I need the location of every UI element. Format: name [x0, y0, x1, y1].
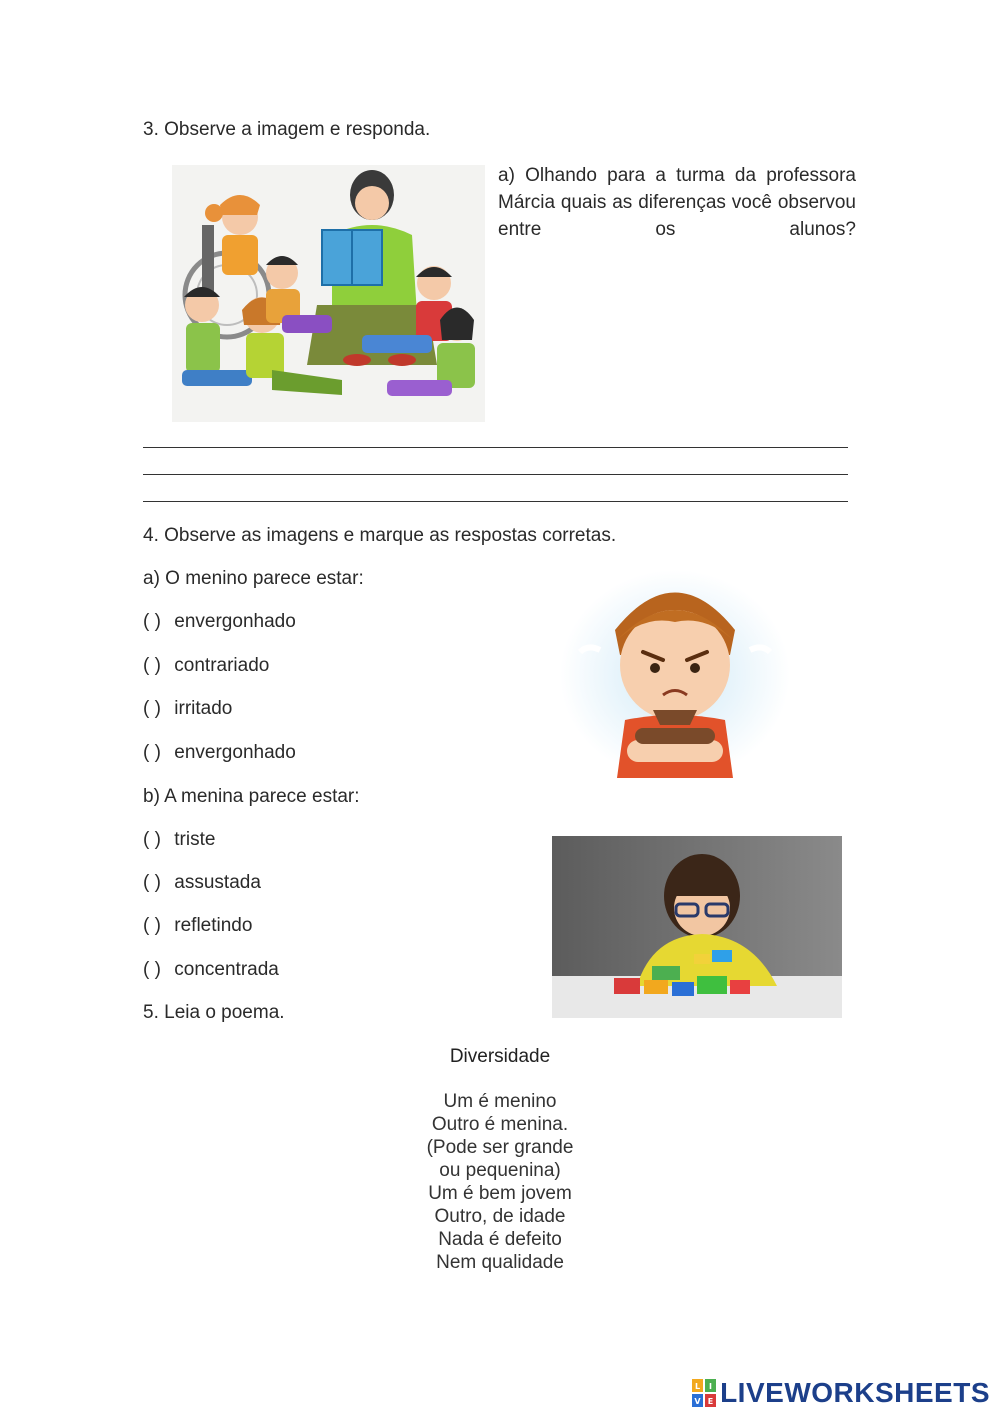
question-3a-text: a) Olhando para a turma da professora Márcia quais as diferenças você observou entre os alunos? [498, 165, 856, 240]
option-label: concentrada [174, 959, 279, 980]
option-label: envergonhado [174, 611, 296, 632]
answer-line-1[interactable] [143, 447, 848, 448]
option-label: triste [174, 829, 216, 850]
liveworksheets-brand-text: LIVEWORKSHEETS [720, 1377, 990, 1408]
checkbox-4a-4[interactable]: ( ) [143, 742, 161, 763]
teacher-students-illustration [172, 165, 485, 422]
question-4a-prompt: a) O menino parece estar: [143, 568, 364, 589]
option-4a-1[interactable] [143, 611, 296, 633]
poem-line: Nem qualidade [436, 1252, 564, 1273]
poem-line: Nada é defeito [438, 1229, 562, 1250]
option-label: assustada [174, 872, 261, 893]
option-4a-2[interactable] [143, 655, 269, 677]
question-4-title: 4. Observe as imagens e marque as respostas corretas. [143, 525, 617, 546]
liveworksheets-badge-icon [692, 1379, 716, 1407]
option-4b-3[interactable] [143, 915, 252, 937]
option-label: contrariado [174, 655, 270, 676]
answer-line-2[interactable] [143, 474, 848, 475]
option-label: envergonhado [174, 742, 296, 763]
option-4b-2[interactable] [143, 872, 261, 894]
checkbox-4a-3[interactable]: ( ) [143, 698, 161, 719]
poem-line: Outro é menina. [431, 1114, 569, 1135]
option-4a-4[interactable] [143, 742, 296, 764]
option-4b-4[interactable] [143, 959, 279, 981]
answer-line-3[interactable] [143, 501, 848, 502]
option-label: irritado [174, 698, 233, 719]
svg-text:L: L [695, 1382, 701, 1391]
option-label: refletindo [174, 915, 253, 936]
checkbox-4b-3[interactable]: ( ) [143, 915, 161, 936]
liveworksheets-logo[interactable] [692, 1378, 990, 1408]
question-4b-prompt: b) A menina parece estar: [143, 786, 360, 807]
poem-title: Diversidade [449, 1046, 551, 1067]
poem-line: Um é bem jovem [428, 1183, 572, 1204]
girl-playing-blocks-photo [552, 836, 842, 1018]
checkbox-4a-1[interactable]: ( ) [143, 611, 161, 632]
poem-line: Outro, de idade [434, 1206, 566, 1227]
poem-line: Um é menino [443, 1091, 557, 1112]
checkbox-4b-4[interactable]: ( ) [143, 959, 161, 980]
svg-text:V: V [694, 1397, 701, 1406]
checkbox-4b-1[interactable]: ( ) [143, 829, 161, 850]
svg-text:E: E [707, 1397, 714, 1406]
svg-text:I: I [709, 1382, 713, 1391]
option-4a-3[interactable] [143, 698, 232, 720]
poem-line: (Pode ser grande [426, 1137, 574, 1158]
checkbox-4b-2[interactable]: ( ) [143, 872, 161, 893]
checkbox-4a-2[interactable]: ( ) [143, 655, 161, 676]
question-5-title: 5. Leia o poema. [143, 1002, 285, 1023]
poem-line: ou pequenina) [439, 1160, 561, 1181]
poem-body [0, 1090, 1000, 1274]
question-3-title: 3. Observe a imagem e responda. [143, 119, 431, 140]
option-4b-1[interactable] [143, 829, 215, 851]
angry-boy-illustration [555, 560, 795, 780]
